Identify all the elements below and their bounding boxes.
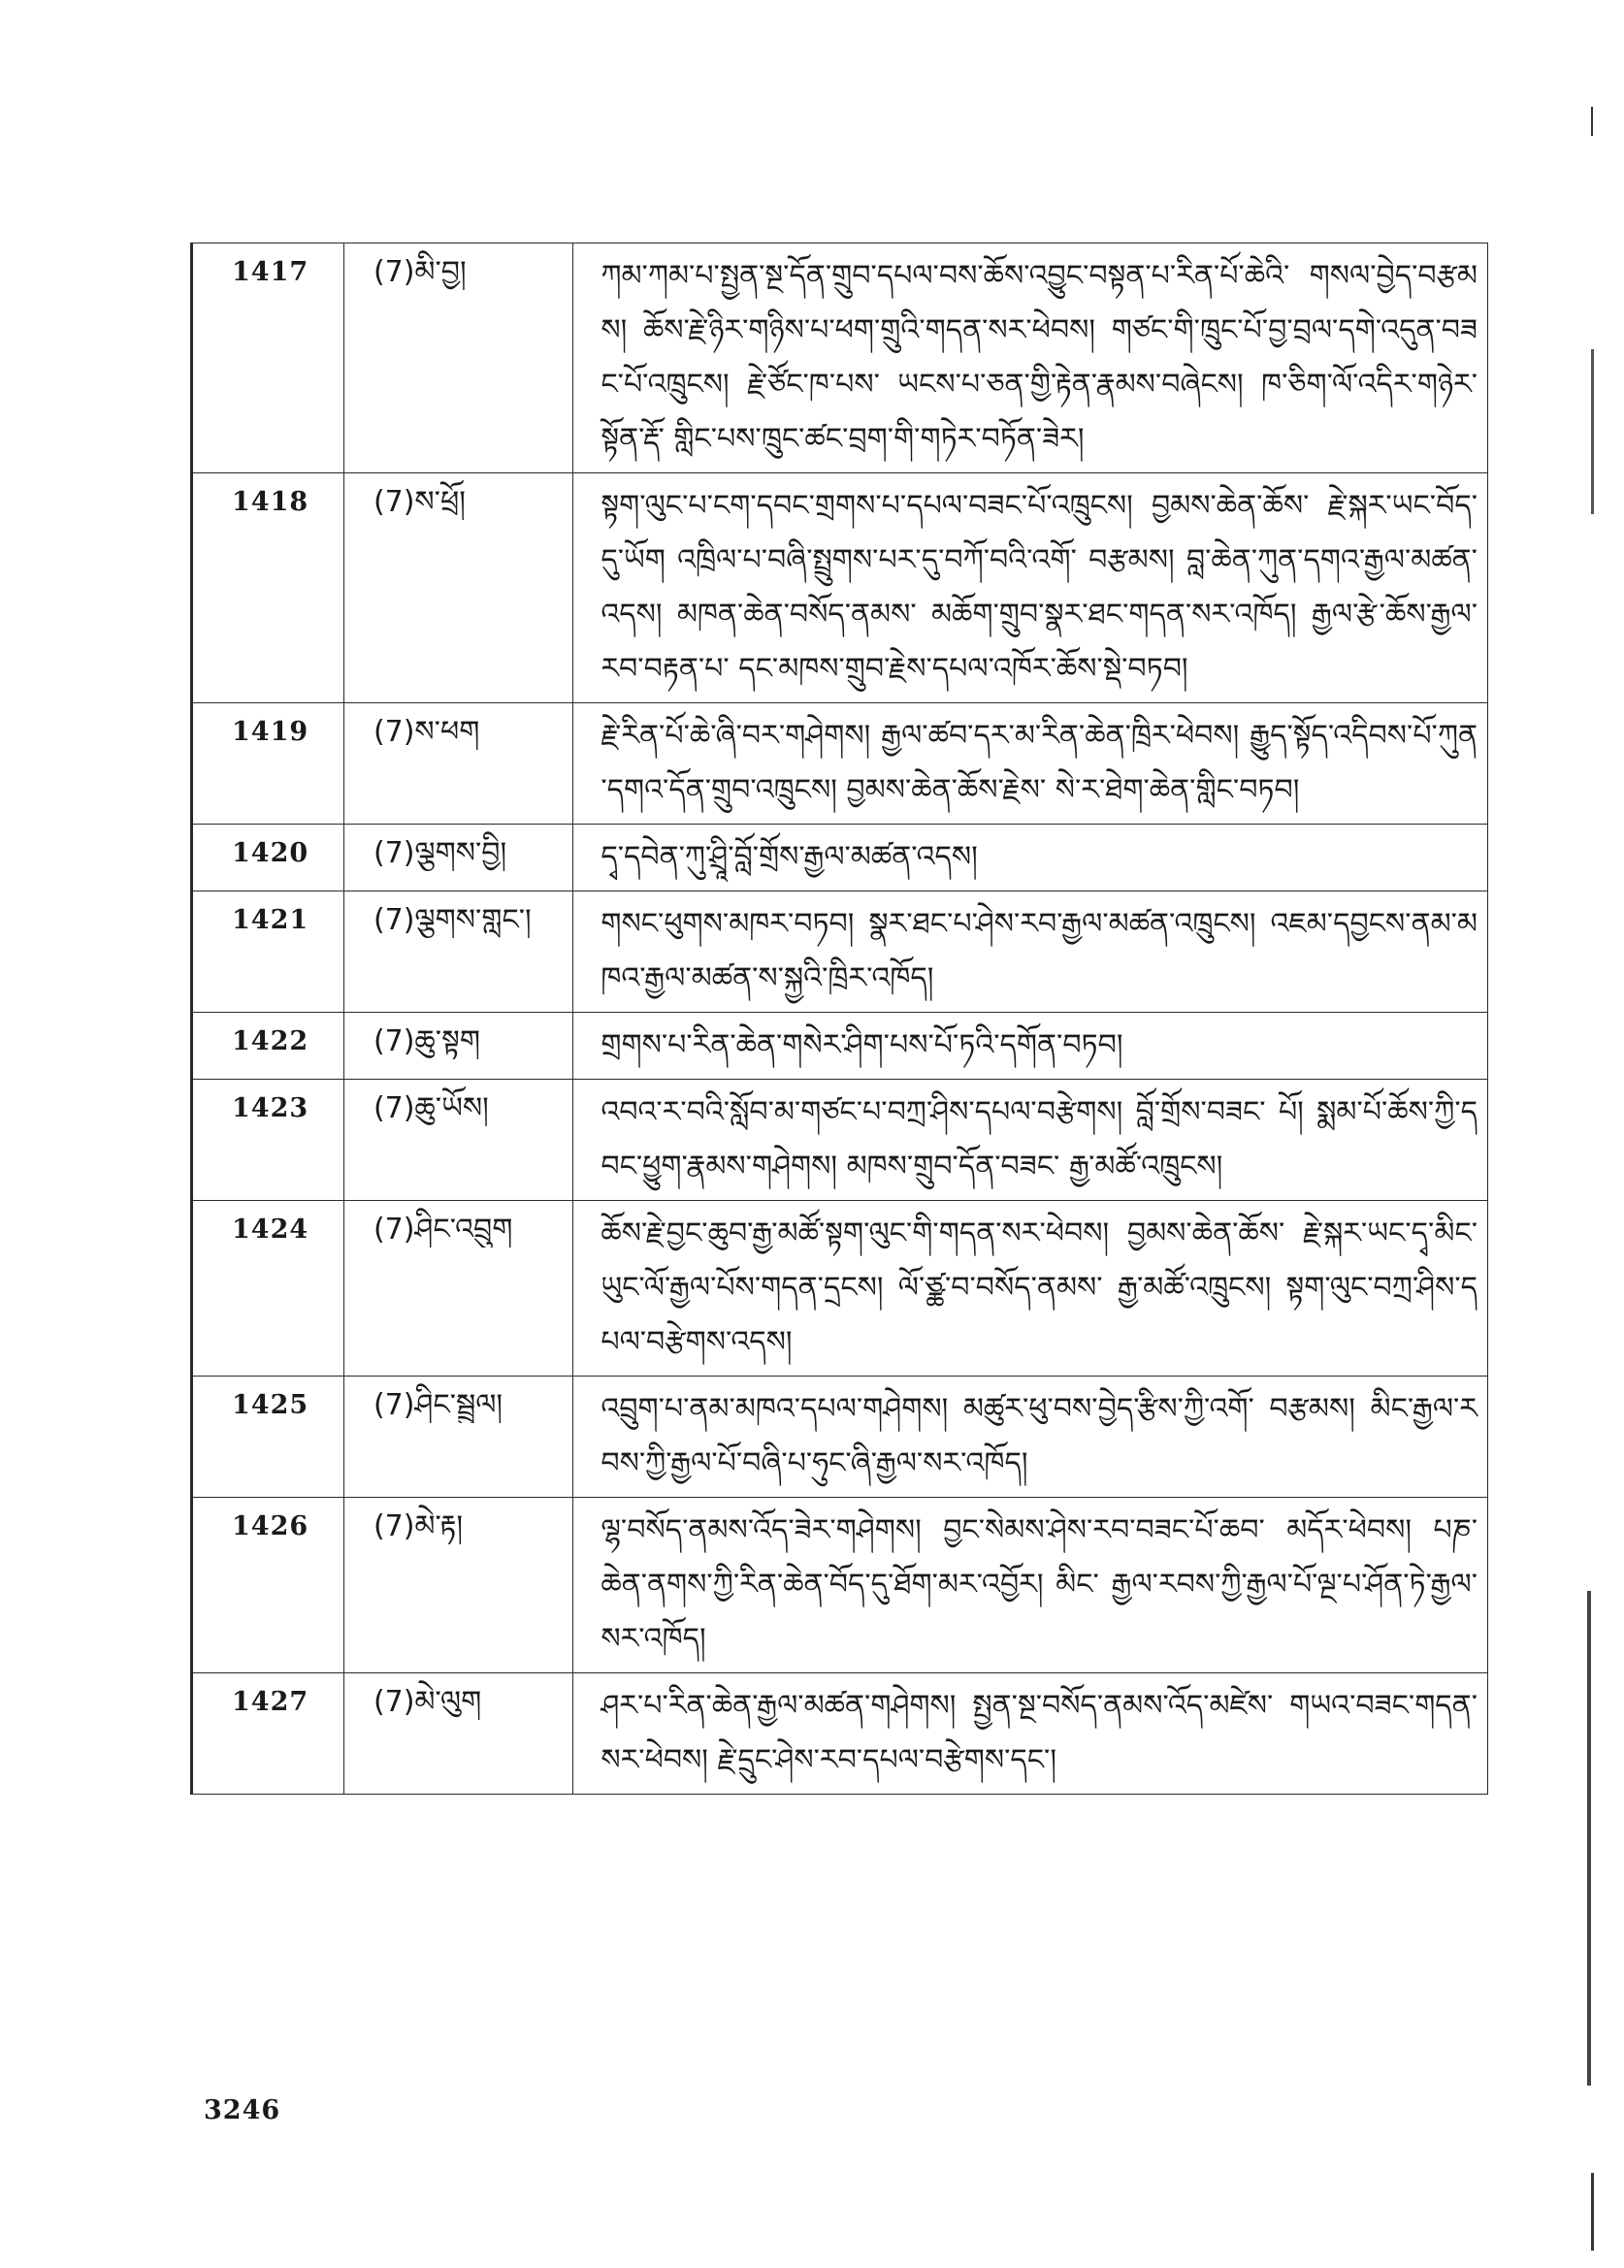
- entry-text: ཆོས་རྗེ་བྱང་ཆུབ་རྒྱ་མཚོ་སྟག་ལུང་གི་གདན་སར་ཕེབས། བྱམས་ཆེན་ཆོས་ རྗེ་སྐར་ཡང་དྭ་མིང་ཡུང་ལོ་རྒྱལ་པོས་གདན་དྲངས། ལོ་ཙྪ་བ་བསོད་ནམས་ རྒྱ་མཚོ་འཁྲུངས། སྟག་ལུང་བཀྲ་ཤིས་དཔལ་བརྩེགས་འདས།: [601, 1216, 1478, 1359]
- entry-number: 1417: [232, 257, 309, 287]
- entry-number: 1418: [232, 487, 309, 517]
- entry-number: 1420: [232, 838, 309, 868]
- entry-year-name: (7)མེ་ལུག: [373, 1685, 482, 1719]
- scan-edge-mark: [1591, 2173, 1594, 2251]
- scan-edge-mark: [1587, 1591, 1591, 2086]
- entry-number: 1419: [232, 717, 309, 747]
- entry-year-name: (7)ཤིང་འབྲུག: [373, 1213, 513, 1247]
- table-row: [192, 1013, 1488, 1080]
- table-row: [192, 473, 1488, 703]
- entry-text: རྗེ་རིན་པོ་ཆེ་ཞི་བར་གཤེགས། རྒྱལ་ཚབ་དར་མ་རིན་ཆེན་ཁྲིར་ཕེབས། རྒྱུད་སྟོད་འདིབས་པོ་ཀུན་དགའ་དོན་གྲུབ་འཁྲུངས། བྱམས་ཆེན་ཆོས་རྗེས་ སེ་ར་ཐེག་ཆེན་གླིང་བཏབ།: [601, 719, 1478, 807]
- table-row: [192, 1673, 1488, 1795]
- scan-edge-mark: [1591, 107, 1593, 136]
- table-row: [192, 243, 1488, 473]
- entry-year-name: (7)མེ་རྟ།: [373, 1509, 463, 1543]
- table-row: [192, 1201, 1488, 1377]
- table-row: [192, 825, 1488, 891]
- entry-year-name: (7)ལྕགས་གླང་།: [373, 903, 532, 937]
- entry-text: འབྲུག་པ་ནམ་མཁའ་དཔལ་གཤེགས། མཚུར་ཕུ་བས་བྱེད་རྩིས་ཀྱི་འགོ་ བརྩམས། མིང་རྒྱལ་རབས་ཀྱི་རྒྱལ་པོ་བཞི་པ་ཧུང་ཞི་རྒྱལ་སར་འཁོད།: [601, 1392, 1478, 1480]
- entry-text: སྟག་ལུང་པ་ངག་དབང་གྲགས་པ་དཔལ་བཟང་པོ་འཁྲུངས། བྱམས་ཆེན་ཆོས་ རྗེ་སྐར་ཡང་བོད་དུ་ཡོག འཁྲིལ་པ་བཞི་སྤྲུགས་པར་དུ་བཀོ་བའི་འགོ་ བརྩམས། བླ་ཆེན་ཀུན་དགའ་རྒྱལ་མཚན་འདས། མཁན་ཆེན་བསོད་ནམས་ མཆོག་གྲུབ་སྣར་ཐང་གདན་སར་འཁོད། རྒྱལ་རྩེ་ཆོས་རྒྱལ་རབ་བརྟན་པ་ དང་མཁས་གྲུབ་རྗེས་དཔལ་འཁོར་ཆོས་སྡེ་བཏབ།: [601, 489, 1478, 686]
- entry-number: 1427: [232, 1687, 309, 1717]
- entry-number: 1425: [232, 1390, 309, 1420]
- table-row: [192, 1377, 1488, 1498]
- table-row: [192, 703, 1488, 825]
- chronology-table: [190, 243, 1488, 1795]
- page-number: 3246: [204, 2095, 281, 2125]
- entry-text: འབའ་ར་བའི་སློབ་མ་གཙང་པ་བཀྲ་ཤིས་དཔལ་བརྩེགས། བློ་གྲོས་བཟང་ པོ། སྨམ་པོ་ཆོས་ཀྱི་དབང་ཕྱུག་རྣམས་གཤེགས། མཁས་གྲུབ་དོན་བཟང་ རྒྱ་མཚོ་འཁྲུངས།: [601, 1095, 1478, 1183]
- entry-number: 1421: [232, 905, 309, 935]
- entry-number: 1424: [232, 1215, 309, 1245]
- entry-year-name: (7)ཆུ་སྟག: [373, 1024, 480, 1058]
- entry-year-name: (7)ས་ཕྲོ།: [373, 485, 466, 519]
- entry-year-name: (7)ཆུ་ཡོས།: [373, 1091, 489, 1125]
- entry-year-name: (7)ཤིང་སྦྲུལ།: [373, 1388, 503, 1422]
- entry-text: དྭ་དབེན་ཀུ་ཤྲཱི་བློ་གྲོས་རྒྱལ་མཚན་འདས།: [601, 840, 978, 874]
- entry-text: ཀམ་ཀམ་པ་སྤྱན་སྔ་དོན་གྲུབ་དཔལ་བས་ཆོས་འབྱུང་བསྟན་པ་རིན་པོ་ཆེའི་ གསལ་བྱེད་བརྩམས། ཆོས་རྗེ་ཉིར་གཉིས་པ་ཕག་གྲུའི་གདན་སར་ཕེབས། གཙང་གི་ཁྲུང་པོ་བྱ་བྲལ་དགེ་འདུན་བཟང་པོ་འཁྲུངས། རྗེ་ཙོང་ཁ་པས་ ཡངས་པ་ཅན་གྱི་རྟེན་རྣམས་བཞེངས། ཁ་ཅིག་ལོ་འདིར་གཉེར་སྟོན་རྡོ་ གླིང་པས་ཁྲུང་ཚང་བྲག་གི་གཏེར་བཏོན་ཟེར།: [601, 259, 1478, 456]
- scan-edge-mark: [1591, 349, 1594, 514]
- entry-number: 1423: [232, 1093, 309, 1123]
- entry-text: གསང་ཕུགས་མཁར་བཏབ། སྣར་ཐང་པ་ཤེས་རབ་རྒྱལ་མཚན་འཁྲུངས། འཇམ་དབྱངས་ནམ་མཁའ་རྒྱལ་མཚན་ས་སྐྱའི་ཁྲིར་འཁོད།: [601, 907, 1478, 995]
- entry-number: 1422: [232, 1026, 309, 1056]
- table-row: [192, 1498, 1488, 1673]
- entry-year-name: (7)ས་ཕག: [373, 715, 480, 749]
- table-row: [192, 1080, 1488, 1201]
- entry-year-name: (7)མི་བྱ།: [373, 255, 467, 289]
- entry-text: གྲགས་པ་རིན་ཆེན་གསེར་ཤིག་པས་པོ་ཏའི་དགོན་བཏབ།: [601, 1028, 1123, 1062]
- entry-number: 1426: [232, 1511, 309, 1541]
- entry-year-name: (7)ལྕགས་བྱི།: [373, 836, 507, 870]
- entry-text: ཤར་པ་རིན་ཆེན་རྒྱལ་མཚན་གཤེགས། སྤྱན་སྔ་བསོད་ནམས་འོད་མཛེས་ གཡའ་བཟང་གདན་སར་ཕེབས། རྗེ་དྲུང་ཤེས་རབ་དཔལ་བརྩེགས་དང་།: [601, 1689, 1478, 1777]
- table-row: [192, 891, 1488, 1013]
- entry-text: ལྷ་བསོད་ནམས་འོད་ཟེར་གཤེགས། བྱང་སེམས་ཤེས་རབ་བཟང་པོ་ཆབ་ མདོར་ཕེབས། པཎ་ཆེན་ནགས་ཀྱི་རིན་ཆེན་བོད་དུ་ཐོག་མར་འབྱོར། མིང་ རྒྱལ་རབས་ཀྱི་རྒྱལ་པོ་ལྔ་པ་ཤོན་ཏེ་རྒྱལ་སར་འཁོད།: [601, 1513, 1478, 1656]
